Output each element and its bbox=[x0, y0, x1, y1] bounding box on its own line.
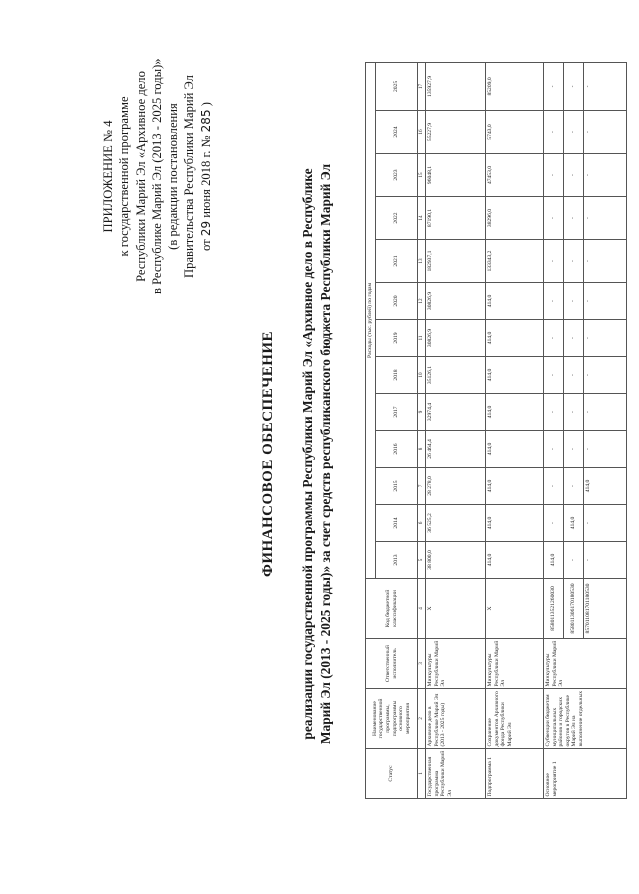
column-number: 8 bbox=[418, 431, 426, 468]
value-cell: 36 525,2 bbox=[426, 505, 486, 542]
year-2023: 2023 bbox=[376, 154, 418, 197]
column-number: 10 bbox=[418, 357, 426, 394]
column-number: 15 bbox=[418, 154, 426, 197]
table-row bbox=[486, 62, 544, 798]
column-number: 5 bbox=[418, 542, 426, 579]
value-cell: - bbox=[584, 62, 627, 110]
value-cell: - bbox=[564, 154, 584, 197]
value-cell: 55227,9 bbox=[426, 111, 486, 154]
value-cell: - bbox=[544, 62, 564, 110]
value-cell: 414,0 bbox=[486, 468, 544, 505]
row-code: X bbox=[486, 579, 544, 639]
row-name: Сохранение документов Архивного фонда Республики Марий Эл bbox=[486, 689, 544, 749]
value-cell: 414,0 bbox=[486, 357, 544, 394]
column-number: 3 bbox=[418, 639, 426, 689]
year-2024: 2024 bbox=[376, 111, 418, 154]
appendix-line-1: ПРИЛОЖЕНИЕ № 4 bbox=[101, 120, 115, 233]
year-2013: 2013 bbox=[376, 542, 418, 579]
row-status: Государственная программа Республики Марий Эл bbox=[426, 749, 486, 799]
year-2025: 2025 bbox=[376, 62, 418, 110]
year-2022: 2022 bbox=[376, 197, 418, 240]
appendix-line-2: к государственной программе bbox=[117, 96, 132, 257]
value-cell: - bbox=[564, 240, 584, 283]
value-cell: - bbox=[564, 468, 584, 505]
row-status: Основное мероприятие 1 bbox=[544, 749, 627, 799]
appendix-line-3: Республики Марий Эл «Архивное дело bbox=[133, 71, 148, 282]
table-row bbox=[544, 62, 564, 798]
value-cell: - bbox=[564, 357, 584, 394]
header-name: Наименование государственной программы, подпрограммы основного мероприятия bbox=[366, 689, 418, 749]
row-name: Субвенции бюджетам муниципальных районов и городских округов в Республике Марий Эл на выполнение отдельных bbox=[544, 689, 627, 749]
appendix-line-4: в Республике Марий Эл (2013 - 2025 годы)» bbox=[149, 58, 164, 294]
value-cell: - bbox=[564, 542, 584, 579]
value-cell: 414,0 bbox=[584, 468, 627, 505]
value-cell: - bbox=[544, 320, 564, 357]
value-cell: 5743,0 bbox=[486, 111, 544, 154]
row-code: 858011306170180530 bbox=[564, 579, 584, 639]
value-cell: 414,0 bbox=[486, 431, 544, 468]
date-number: 285 bbox=[198, 109, 213, 133]
column-number: 14 bbox=[418, 197, 426, 240]
document-subtitle-line-1: реализации государственной программы Республики Марий Эл «Архивное дело в Республике bbox=[300, 168, 315, 740]
date-middle: июня 2018 г. № bbox=[198, 135, 213, 218]
value-cell: 38 800,0 bbox=[426, 542, 486, 579]
value-cell: - bbox=[544, 283, 564, 320]
value-cell: 47453,0 bbox=[486, 154, 544, 197]
row-name: Архивное дело в Республике Марий Эл (2013 - 2025 годы) bbox=[426, 689, 486, 749]
value-cell: 414,0 bbox=[486, 283, 544, 320]
column-number: 12 bbox=[418, 283, 426, 320]
value-cell: - bbox=[544, 431, 564, 468]
year-2018: 2018 bbox=[376, 357, 418, 394]
header-executor: Ответственный исполнитель bbox=[366, 639, 418, 689]
value-cell: - bbox=[544, 197, 564, 240]
value-cell: - bbox=[584, 240, 627, 283]
value-cell: 32974,4 bbox=[426, 394, 486, 431]
column-number: 16 bbox=[418, 111, 426, 154]
value-cell: 26 464,4 bbox=[426, 431, 486, 468]
value-cell: 135927,9 bbox=[426, 62, 486, 110]
year-2019: 2019 bbox=[376, 320, 418, 357]
value-cell: - bbox=[584, 154, 627, 197]
value-cell: - bbox=[564, 394, 584, 431]
value-cell: - bbox=[584, 283, 627, 320]
value-cell: - bbox=[564, 283, 584, 320]
date-prefix: от bbox=[198, 239, 213, 251]
row-code: 857011081701180530 bbox=[584, 579, 627, 639]
row-status: Подпрограмма 1 bbox=[486, 749, 544, 799]
appendix-line-5: (в редакции постановления bbox=[166, 103, 181, 250]
value-cell: - bbox=[544, 357, 564, 394]
value-cell: 30826,9 bbox=[426, 283, 486, 320]
document-subtitle-line-2: Марий Эл (2013 - 2025 годы)» за счет средств республиканского бюджета Республики Марий Эл bbox=[318, 163, 333, 745]
value-cell: - bbox=[584, 357, 627, 394]
value-cell: 28 278,0 bbox=[426, 468, 486, 505]
row-executor: Минкультуры Республики Марий Эл bbox=[544, 639, 627, 689]
row-executor: Минкультуры Республики Марий Эл bbox=[426, 639, 486, 689]
value-cell: - bbox=[544, 111, 564, 154]
year-2020: 2020 bbox=[376, 283, 418, 320]
header-code: Код бюджетной классификации bbox=[366, 579, 418, 639]
value-cell: 414,0 bbox=[486, 542, 544, 579]
value-cell: - bbox=[544, 394, 564, 431]
value-cell: - bbox=[584, 320, 627, 357]
value-cell: 414,0 bbox=[486, 394, 544, 431]
year-2021: 2021 bbox=[376, 240, 418, 283]
column-number: 9 bbox=[418, 394, 426, 431]
value-cell: - bbox=[544, 505, 564, 542]
value-cell: 96048,1 bbox=[426, 154, 486, 197]
value-cell: 35126,1 bbox=[426, 357, 486, 394]
value-cell: 87190,1 bbox=[426, 197, 486, 240]
date-suffix: ) bbox=[198, 102, 213, 107]
column-number: 4 bbox=[418, 579, 426, 639]
column-number: 7 bbox=[418, 468, 426, 505]
value-cell: 38296,0 bbox=[486, 197, 544, 240]
column-number: 6 bbox=[418, 505, 426, 542]
value-cell: - bbox=[584, 197, 627, 240]
row-code: X bbox=[426, 579, 486, 639]
finance-table bbox=[365, 62, 627, 799]
value-cell: - bbox=[564, 431, 584, 468]
value-cell: 414,0 bbox=[486, 505, 544, 542]
appendix-block bbox=[100, 59, 214, 294]
value-cell: 182937,1 bbox=[426, 240, 486, 283]
appendix-line-6: Правительства Республики Марий Эл bbox=[182, 75, 197, 278]
value-cell: - bbox=[584, 394, 627, 431]
value-cell: - bbox=[584, 505, 627, 542]
value-cell: 414,0 bbox=[486, 320, 544, 357]
value-cell: 133343,2 bbox=[486, 240, 544, 283]
row-code: 8580113521260030 bbox=[544, 579, 564, 639]
value-cell: - bbox=[564, 320, 584, 357]
date-day: 29 bbox=[198, 220, 213, 237]
value-cell: - bbox=[584, 111, 627, 154]
column-number: 2 bbox=[418, 689, 426, 749]
column-number: 1 bbox=[418, 749, 426, 799]
appendix-date-line bbox=[198, 59, 214, 294]
value-cell: - bbox=[584, 542, 627, 579]
value-cell: - bbox=[544, 154, 564, 197]
column-number-row bbox=[418, 62, 426, 798]
column-number: 13 bbox=[418, 240, 426, 283]
column-number: 17 bbox=[418, 62, 426, 110]
value-cell: - bbox=[584, 431, 627, 468]
document-title: ФИНАНСОВОЕ ОБЕСПЕЧЕНИЕ bbox=[260, 330, 276, 578]
header-expenses: Расходы (тыс. рублей) по годам bbox=[366, 62, 376, 578]
year-2017: 2017 bbox=[376, 394, 418, 431]
value-cell: - bbox=[564, 62, 584, 110]
value-cell: 414,0 bbox=[564, 505, 584, 542]
year-2014: 2014 bbox=[376, 505, 418, 542]
value-cell: - bbox=[564, 111, 584, 154]
header-status: Статус bbox=[366, 749, 418, 799]
year-2016: 2016 bbox=[376, 431, 418, 468]
value-cell: - bbox=[564, 197, 584, 240]
value-cell: 85209,0 bbox=[486, 62, 544, 110]
table-row bbox=[426, 62, 486, 798]
value-cell: 30826,9 bbox=[426, 320, 486, 357]
value-cell: 414,0 bbox=[544, 542, 564, 579]
row-executor: Минкультуры Республики Марий Эл bbox=[486, 639, 544, 689]
year-2015: 2015 bbox=[376, 468, 418, 505]
value-cell: - bbox=[544, 468, 564, 505]
value-cell: - bbox=[544, 240, 564, 283]
column-number: 11 bbox=[418, 320, 426, 357]
